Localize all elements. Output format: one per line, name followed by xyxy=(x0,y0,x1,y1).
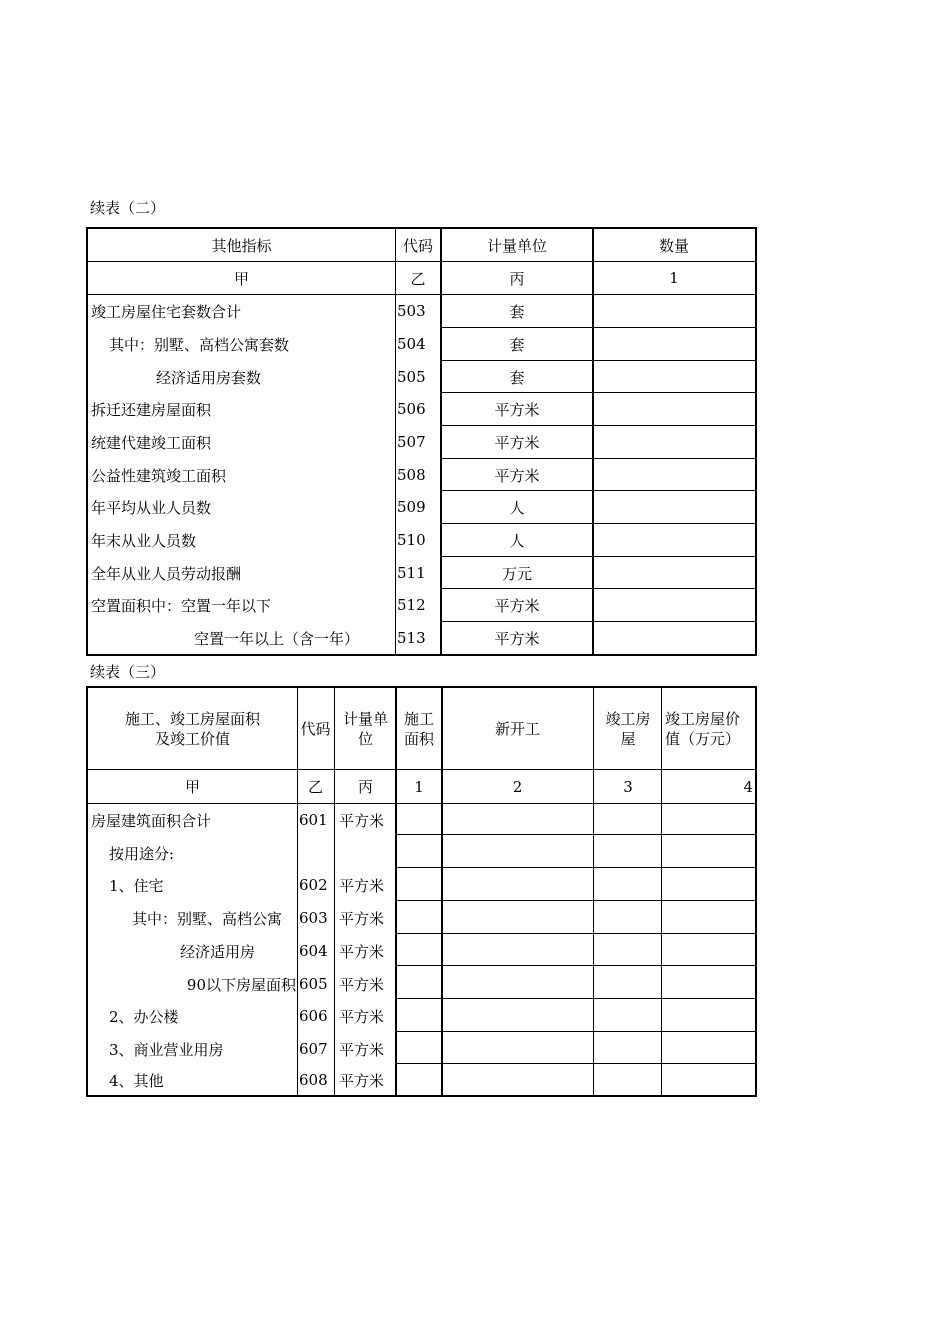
t3-header-value xyxy=(662,688,755,769)
table2-row-value[interactable] xyxy=(593,589,755,621)
table3-row-label: 3、商业营业用房 xyxy=(109,1040,224,1059)
table2-row-label: 空置面积中：空置一年以下 xyxy=(91,596,272,615)
table2-row-unit: 人 xyxy=(509,531,525,550)
table2-row-code: 510 xyxy=(397,531,426,549)
table3-hline xyxy=(395,867,755,868)
table2-row-unit: 套 xyxy=(509,368,525,387)
table2-hline xyxy=(395,654,441,656)
t3-header-new-start: 新开工 xyxy=(494,720,540,738)
table2-row-code: 511 xyxy=(397,564,426,582)
table3-row-unit: 平方米 xyxy=(339,942,385,961)
t3-header-indicator-line2: 及竣工价值 xyxy=(154,729,230,748)
t3-header-unit-line1: 计量单 xyxy=(342,709,388,728)
t3-header-code: 代码 xyxy=(300,720,331,738)
header-indicator: 其他指标 xyxy=(211,236,272,255)
table2-row-label: 公益性建筑竣工面积 xyxy=(91,466,227,485)
t3-header-construction-line1: 施工 xyxy=(403,709,434,728)
table2-row-value[interactable] xyxy=(593,393,755,425)
header-quantity: 数量 xyxy=(658,236,689,255)
table2-row-unit: 平方米 xyxy=(494,629,540,648)
table2-row-unit: 平方米 xyxy=(494,433,540,452)
table3-row-code: 608 xyxy=(299,1071,328,1089)
t3-subheader-c2: 2 xyxy=(512,777,523,796)
table2-row-label: 年末从业人员数 xyxy=(91,531,197,550)
table2-row-label: 全年从业人员劳动报酬 xyxy=(91,564,242,583)
table3-row-unit: 平方米 xyxy=(339,1040,385,1059)
subheader-unit: 丙 xyxy=(509,269,525,288)
table3-row-label: 经济适用房 xyxy=(180,942,256,961)
table3-row-unit: 平方米 xyxy=(339,1007,385,1026)
table2-row-code: 508 xyxy=(397,466,426,484)
table3-row-unit xyxy=(335,837,396,869)
table2-caption: 续表（二） xyxy=(90,199,166,217)
table2-row-label: 年平均从业人员数 xyxy=(91,498,212,517)
table3-row-unit: 平方米 xyxy=(339,811,385,830)
table2-row-unit: 人 xyxy=(509,498,525,517)
table2-row-value[interactable] xyxy=(593,524,755,556)
header-code: 代码 xyxy=(402,236,433,255)
table2-row-value[interactable] xyxy=(593,361,755,393)
table3-hline xyxy=(395,965,755,966)
table3-row-label: 4、其他 xyxy=(109,1071,164,1090)
table3-caption: 续表（三） xyxy=(90,663,166,681)
table2-row-code: 504 xyxy=(397,335,426,353)
table3-row-label: 按用途分: xyxy=(109,844,175,863)
table3-row-unit: 平方米 xyxy=(339,975,385,994)
t3-header-indicator xyxy=(88,688,297,769)
t3-subheader-c1: 1 xyxy=(414,777,424,796)
table3-row-code: 607 xyxy=(299,1040,328,1058)
t3-header-completed-line2: 屋 xyxy=(620,729,636,748)
table2-row-value[interactable] xyxy=(593,557,755,589)
table3-row-label: 2、办公楼 xyxy=(109,1007,179,1026)
t3-subheader-unit: 丙 xyxy=(357,778,373,796)
table2-row-code: 503 xyxy=(397,302,426,320)
subheader-quantity: 1 xyxy=(669,269,679,287)
table2-row-label: 经济适用房套数 xyxy=(156,368,262,387)
table2-row-unit: 平方米 xyxy=(494,466,540,485)
t3-subheader-code: 乙 xyxy=(307,778,323,796)
subheader-code: 乙 xyxy=(410,269,426,288)
table3-row-code: 603 xyxy=(299,909,328,927)
table2-row-value[interactable] xyxy=(593,426,755,458)
table3-hline xyxy=(395,1063,755,1064)
table3 xyxy=(86,686,757,1097)
table3-row-code: 605 xyxy=(299,975,328,993)
table3-hline xyxy=(395,1031,755,1032)
table2-row-unit: 平方米 xyxy=(494,596,540,615)
t3-header-unit-line2: 位 xyxy=(357,729,373,748)
table2-row-code: 506 xyxy=(397,400,426,418)
table2-row-label: 拆迁还建房屋面积 xyxy=(91,400,212,419)
table2-row-value[interactable] xyxy=(593,491,755,523)
table3-row-unit: 平方米 xyxy=(339,1071,385,1090)
table3-row-code: 602 xyxy=(299,876,328,894)
table2 xyxy=(86,227,757,656)
table3-hline xyxy=(395,998,755,999)
t3-header-value-line1: 竣工房屋价 xyxy=(665,709,741,728)
table3-row-label: 1、住宅 xyxy=(109,876,164,895)
table3-hline xyxy=(395,834,755,835)
t3-header-value-line2: 值（万元） xyxy=(665,729,741,748)
header-unit: 计量单位 xyxy=(486,236,547,255)
t3-subheader-indicator: 甲 xyxy=(184,778,200,796)
table2-row-code: 513 xyxy=(397,629,426,647)
table2-row-unit: 平方米 xyxy=(494,400,540,419)
t3-header-completed xyxy=(594,688,662,769)
t3-header-indicator-line1: 施工、竣工房屋面积 xyxy=(124,709,260,728)
t3-header-construction xyxy=(396,688,442,769)
table2-row-value[interactable] xyxy=(593,295,755,327)
table3-row-code: 606 xyxy=(299,1007,328,1025)
table2-row-code: 512 xyxy=(397,596,426,614)
table2-row-code: 507 xyxy=(397,433,426,451)
table3-row-label: 房屋建筑面积合计 xyxy=(91,811,212,830)
table3-row-code: 601 xyxy=(299,811,328,829)
t3-subheader-c4: 4 xyxy=(743,777,753,796)
t3-subheader-c3: 3 xyxy=(623,777,633,796)
table2-row-unit: 套 xyxy=(509,335,525,354)
table2-row-label: 空置一年以上（含一年） xyxy=(194,629,360,648)
subheader-indicator: 甲 xyxy=(233,269,249,288)
table2-row-unit: 万元 xyxy=(501,564,532,583)
table2-row-value[interactable] xyxy=(593,459,755,491)
table2-row-label: 竣工房屋住宅套数合计 xyxy=(91,302,242,321)
table2-row-value[interactable] xyxy=(593,622,755,654)
table2-row-unit: 套 xyxy=(509,302,525,321)
table2-row-label: 其中：别墅、高档公寓套数 xyxy=(109,335,290,354)
table3-row-code: 604 xyxy=(299,942,328,960)
table3-row-unit: 平方米 xyxy=(339,909,385,928)
table2-row-code: 509 xyxy=(397,498,426,516)
t3-header-unit xyxy=(335,688,396,769)
t3-header-construction-line2: 面积 xyxy=(403,729,434,748)
table2-row-value[interactable] xyxy=(593,328,755,360)
t3-header-completed-line1: 竣工房 xyxy=(605,709,651,728)
table3-row-label: 90以下房屋面积 xyxy=(186,975,296,994)
table2-row-label: 统建代建竣工面积 xyxy=(91,433,212,452)
table3-row-label: 其中：别墅、高档公寓 xyxy=(132,909,283,928)
table3-row-unit: 平方米 xyxy=(339,876,385,895)
table3-row-code xyxy=(297,837,334,869)
table2-row-code: 505 xyxy=(397,368,426,386)
table3-hline xyxy=(395,933,755,934)
table3-hline xyxy=(395,900,755,901)
